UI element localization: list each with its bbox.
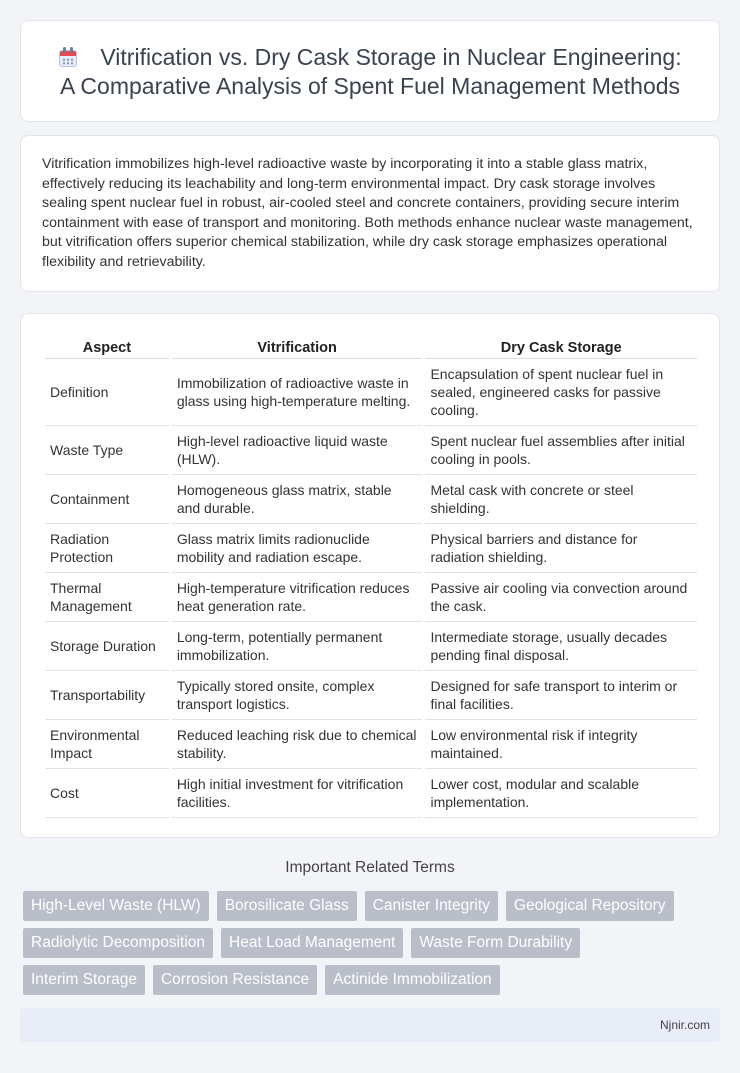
term-row: [23, 928, 723, 958]
row-dry-cask: Physical barriers and distance for radiation shielding.: [425, 524, 697, 573]
term-tag[interactable]: Geological Repository: [506, 891, 674, 921]
related-terms-heading: Important Related Terms: [285, 859, 455, 876]
row-vitrification: High-temperature vitrification reduces heat generation rate.: [172, 573, 423, 622]
intro-paragraph: Vitrification immobilizes high-level radioactive waste by incorporating it into a stable glass matrix, effectively reducing its leachability and long-term environmental impact. Dry cask storage involves sealing spent nuclear fuel in robust, air-cooled steel and concrete containers, providing secure interim containment with ease of transport and monitoring. Both methods enhance nuclear waste management, but vitrification offers superior chemical stabilization, while dry cask storage emphasizes operational flexibility and retrievability.: [42, 156, 693, 270]
term-tag[interactable]: Interim Storage: [23, 965, 145, 995]
row-vitrification: High initial investment for vitrification facilities.: [172, 769, 423, 818]
table-row: [45, 573, 697, 622]
term-row: [23, 965, 723, 995]
title-card: [20, 20, 720, 122]
table-row: [45, 720, 697, 769]
row-aspect: Waste Type: [45, 426, 169, 475]
row-dry-cask: Lower cost, modular and scalable implementation.: [425, 769, 697, 818]
intro-card: [20, 135, 720, 292]
comparison-table: [42, 333, 700, 818]
table-row: [45, 671, 697, 720]
row-aspect: Containment: [45, 475, 169, 524]
term-row: [23, 891, 723, 921]
row-vitrification: Reduced leaching risk due to chemical stability.: [172, 720, 423, 769]
row-dry-cask: Intermediate storage, usually decades pending final disposal.: [425, 622, 697, 671]
term-tag[interactable]: High-Level Waste (HLW): [23, 891, 209, 921]
table-row: [45, 359, 697, 426]
row-vitrification: Immobilization of radioactive waste in glass using high-temperature melting.: [172, 359, 423, 426]
header-aspect: Aspect: [45, 333, 169, 359]
row-aspect: Radiation Protection: [45, 524, 169, 573]
page-title: [41, 43, 699, 101]
row-dry-cask: Designed for safe transport to interim or final facilities.: [425, 671, 697, 720]
row-aspect: Environmental Impact: [45, 720, 169, 769]
row-aspect: Cost: [45, 769, 169, 818]
footer: [20, 1008, 720, 1042]
term-tag[interactable]: Heat Load Management: [221, 928, 403, 958]
comparison-card: [20, 313, 720, 838]
title-line-2: A Comparative Analysis of Spent Fuel Management Methods: [59, 73, 681, 99]
row-aspect: Transportability: [45, 671, 169, 720]
row-dry-cask: Low environmental risk if integrity maintained.: [425, 720, 697, 769]
footer-site[interactable]: Njnir.com: [659, 1018, 710, 1032]
row-vitrification: Long-term, potentially permanent immobilization.: [172, 622, 423, 671]
row-dry-cask: Metal cask with concrete or steel shielding.: [425, 475, 697, 524]
header-dry-cask: Dry Cask Storage: [425, 333, 697, 359]
term-tag[interactable]: Waste Form Durability: [411, 928, 580, 958]
row-aspect: Thermal Management: [45, 573, 169, 622]
row-vitrification: Typically stored onsite, complex transport logistics.: [172, 671, 423, 720]
term-tag[interactable]: Radiolytic Decomposition: [23, 928, 213, 958]
table-row: [45, 475, 697, 524]
row-vitrification: High-level radioactive liquid waste (HLW).: [172, 426, 423, 475]
row-dry-cask: Encapsulation of spent nuclear fuel in sealed, engineered casks for passive cooling.: [425, 359, 697, 426]
table-row: [45, 524, 697, 573]
term-tag[interactable]: Borosilicate Glass: [217, 891, 357, 921]
table-row: [45, 622, 697, 671]
row-dry-cask: Passive air cooling via convection around the cask.: [425, 573, 697, 622]
title-line-1: Vitrification vs. Dry Cask Storage in Nuclear Engineering:: [100, 44, 682, 70]
row-vitrification: Glass matrix limits radionuclide mobility and radiation escape.: [172, 524, 423, 573]
table-header-row: [45, 333, 697, 359]
table-row: [45, 769, 697, 818]
header-vitrification: Vitrification: [172, 333, 423, 359]
term-tag[interactable]: Corrosion Resistance: [153, 965, 317, 995]
row-vitrification: Homogeneous glass matrix, stable and durable.: [172, 475, 423, 524]
table-row: [45, 426, 697, 475]
calendar-icon: [58, 46, 78, 68]
term-tag[interactable]: Canister Integrity: [365, 891, 498, 921]
related-terms: [23, 891, 723, 1002]
row-aspect: Definition: [45, 359, 169, 426]
row-aspect: Storage Duration: [45, 622, 169, 671]
row-dry-cask: Spent nuclear fuel assemblies after initial cooling in pools.: [425, 426, 697, 475]
term-tag[interactable]: Actinide Immobilization: [325, 965, 500, 995]
